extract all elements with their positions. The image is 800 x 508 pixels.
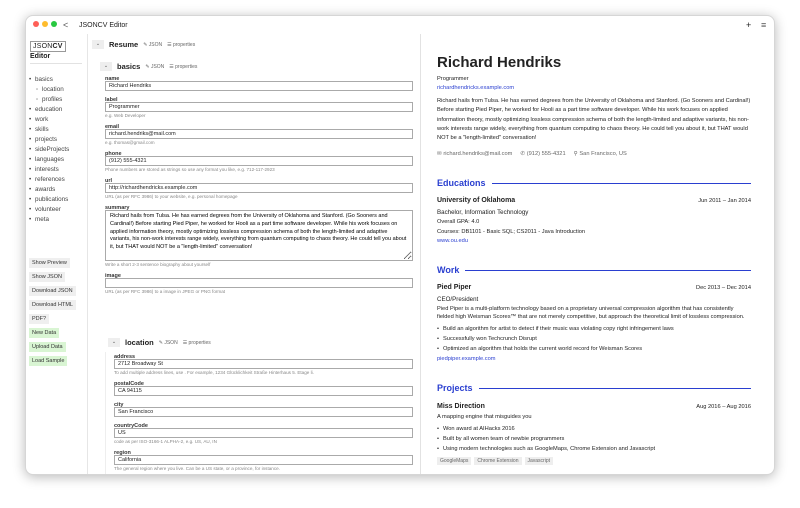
work-link[interactable]: piedpiper.example.com: [437, 356, 496, 363]
sidebar-item-label: references: [35, 176, 65, 183]
sidebar-item-publications[interactable]: [29, 195, 69, 205]
preview-summary: Richard hails from Tulsa. He has earned degrees from the University of Oklahoma and Stanford. (Go Sooners and Cardinal!) Before starting Pied Piper, he worked for Hooli as a part time software developer. While his work focuses on applied information theory, mostly optimizing lossless compression schema of both the length-limited and adaptive variants, his non-work interests range widely, everything from quantum computing to chaos theory. He could tell you about it, but THAT would NOT be a "length-limited" conversation!: [437, 97, 751, 142]
sidebar-item-work[interactable]: [29, 115, 69, 125]
projects-heading: [437, 383, 751, 395]
sidebar-item-projects[interactable]: [29, 135, 69, 145]
contact-phone: [520, 150, 565, 159]
sidebar-item-profiles[interactable]: [29, 95, 69, 105]
project-name: Miss Direction: [437, 402, 485, 410]
heading-text: Work: [437, 264, 460, 275]
preview-name: Richard Hendriks: [437, 54, 562, 71]
bullet-icon: •: [29, 176, 32, 183]
sidebar-item-label: volunteer: [35, 206, 61, 213]
project-description: A mapping engine that misguides you: [437, 413, 532, 420]
download-html-button[interactable]: Download HTML: [29, 300, 76, 310]
sidebar-item-location[interactable]: [29, 85, 69, 95]
phone-text: (912) 555-4321: [526, 150, 566, 157]
collapse-toggle[interactable]: ⌄: [100, 62, 112, 71]
sidebar-item-label: languages: [35, 156, 65, 163]
sidebar-item-label: skills: [35, 126, 49, 133]
menu-icon[interactable]: ≡: [761, 20, 767, 30]
dates: Aug 2016 – Aug 2016: [696, 403, 751, 410]
label-input[interactable]: Programmer: [105, 102, 413, 112]
education-link[interactable]: www.ou.edu: [437, 238, 468, 245]
sidebar-item-interests[interactable]: [29, 165, 69, 175]
preview-website-link[interactable]: richardhendricks.example.com: [437, 85, 515, 92]
heading-text: Projects: [437, 383, 473, 394]
resume-preview: [437, 34, 751, 474]
keyword-tag: GoogleMaps: [437, 457, 471, 465]
zoom-window-button[interactable]: [51, 21, 57, 27]
field-hint: Write a short 2-3 sentence biography about yourself: [105, 262, 211, 267]
mail-icon: ✉: [437, 150, 444, 157]
field-countryCode: [114, 423, 413, 447]
work-summary: Pied Piper is a multi-platform technology based on a proprietary universal compression algorithm that has consistently fielded high Weisman Scores™ that are not merely competitive, but approach the theoretical limit of lossless compression.: [437, 306, 745, 321]
bullet-icon: •: [29, 156, 32, 163]
field-hint: The general region where you live. Can be a US state, or a province, for instance.: [114, 466, 280, 471]
field-hint: Phone numbers are stored as strings so use any format you like, e.g. 712-117-2923: [105, 167, 275, 172]
section-header-resume: [92, 40, 195, 49]
field-phone: [105, 151, 413, 175]
sidebar-item-label: publications: [35, 196, 69, 203]
preview-label: Programmer: [437, 76, 469, 82]
heading-rule: [492, 183, 751, 184]
contact-email: [437, 150, 512, 159]
field-hint: URL (as per RFC 3986) to your website, e.g. personal homepage: [105, 194, 238, 199]
sidebar-item-label: interests: [35, 166, 59, 173]
field-label: label: [105, 97, 118, 103]
work-item-header: [437, 282, 751, 294]
gpa: Overall GPA: 4.0: [437, 219, 480, 226]
sidebar-title: Editor: [30, 53, 51, 60]
field-hint: e.g. thomas@gmail.com: [105, 140, 155, 145]
work-heading: [437, 264, 751, 276]
sidebar-item-volunteer[interactable]: [29, 205, 69, 215]
back-icon[interactable]: <: [63, 20, 69, 30]
minimize-window-button[interactable]: [42, 21, 48, 27]
basics-fields: [105, 76, 413, 300]
collapse-toggle[interactable]: ⌄: [92, 40, 104, 49]
bullet-icon: •: [29, 196, 32, 203]
field-label: image: [105, 273, 121, 279]
address-input[interactable]: 2712 Broadway St: [114, 359, 413, 369]
company: Pied Piper: [437, 284, 472, 292]
field-label: email: [105, 124, 120, 130]
properties-link[interactable]: ☰ properties: [182, 339, 211, 346]
field-hint: e.g. Web Developer: [105, 113, 146, 118]
field-label: countryCode: [114, 423, 148, 429]
bullet-icon: •: [29, 76, 32, 83]
field-label: city: [114, 402, 124, 408]
field-label: region: [114, 450, 131, 456]
field-label: [105, 97, 413, 121]
field-url: [105, 178, 413, 202]
sidebar-item-education[interactable]: [29, 105, 69, 115]
field-label: address: [114, 354, 136, 360]
highlight-item: • Build an algorithm for artist to detect if their music was violating copy right infringement laws: [437, 324, 751, 334]
sidebar-item-label: projects: [35, 136, 58, 143]
sidebar-item-meta[interactable]: [29, 215, 69, 225]
json-link[interactable]: ✎ JSON: [143, 41, 163, 48]
field-city: [114, 402, 413, 417]
sidebar-item-label: work: [35, 116, 49, 123]
field-address: [114, 354, 413, 378]
field-email: [105, 124, 413, 148]
bullet-icon: •: [29, 136, 32, 143]
bullet-icon: •: [29, 186, 32, 193]
field-summary: [105, 205, 413, 270]
json-link[interactable]: ✎ JSON: [158, 339, 178, 346]
educations-heading: [437, 177, 751, 189]
logo-cv: CV: [52, 43, 63, 50]
field-hint: To add multiple address lines, use . For example, 1234 Glücklichkeit Straße Hinterhaus 5. Etage li.: [114, 370, 314, 375]
window-title: JSONCV Editor: [79, 21, 128, 29]
bullet-icon: ◦: [36, 96, 39, 103]
load-sample-button[interactable]: Load Sample: [29, 356, 67, 366]
city-input[interactable]: San Francisco: [114, 407, 413, 417]
region-input[interactable]: California: [114, 455, 413, 465]
json-link[interactable]: ✎ JSON: [145, 63, 165, 70]
bullet-icon: •: [29, 126, 32, 133]
field-label: postalCode: [114, 381, 144, 387]
field-region: [114, 450, 413, 474]
pane-divider[interactable]: [420, 34, 421, 474]
bullet-icon: •: [29, 146, 32, 153]
section-title: basics: [117, 62, 141, 71]
location-text: San Francisco, US: [579, 150, 627, 157]
show-preview-button[interactable]: Show Preview: [29, 258, 70, 268]
highlight-item: • Successfully won Techcrunch Disrupt: [437, 334, 751, 344]
upload-data-button[interactable]: Upload Data: [29, 342, 66, 352]
bullet-icon: •: [29, 216, 32, 223]
highlight-item: • Optimized an algorithm that holds the current world record for Weisman Scores: [437, 344, 751, 354]
section-title: location: [125, 338, 154, 347]
project-highlights: [437, 424, 751, 454]
highlight-item: • Won award at AIHacks 2016: [437, 424, 751, 434]
degree: Bachelor, Information Technology: [437, 209, 529, 217]
new-data-button[interactable]: New Data: [29, 328, 59, 338]
sidebar-item-label: meta: [35, 216, 49, 223]
field-hint: URL (as per RFC 3986) to a image in JPEG or PNG format: [105, 289, 226, 294]
keyword-tag: Javascript: [525, 457, 554, 465]
sidebar-item-basics[interactable]: [29, 75, 69, 85]
highlight-item: • Using modern technologies such as GoogleMaps, Chrome Extension and Javascript: [437, 444, 751, 454]
properties-link[interactable]: ☰ properties: [169, 63, 198, 70]
sidebar-item-label: profiles: [42, 96, 63, 103]
sidebar-item-label: basics: [35, 76, 53, 83]
education-item-header: [437, 195, 751, 207]
sidebar-item-label: awards: [35, 186, 56, 193]
collapse-toggle[interactable]: ⌄: [108, 338, 120, 347]
section-header-location: [108, 338, 211, 347]
work-highlights: [437, 324, 751, 354]
email-input[interactable]: richard.hendriks@mail.com: [105, 129, 413, 139]
heading-rule: [465, 270, 751, 271]
add-icon[interactable]: +: [746, 20, 752, 30]
show-json-button[interactable]: Show JSON: [29, 272, 65, 282]
field-postalCode: [114, 381, 413, 396]
courses: Courses: DB1101 - Basic SQL; CS2011 - Java Introduction: [437, 228, 586, 235]
sidebar-item-languages[interactable]: [29, 155, 69, 165]
section-title: Resume: [109, 40, 139, 49]
sidebar-item-sideProjects[interactable]: [29, 145, 69, 155]
institution: University of Oklahoma: [437, 197, 516, 205]
properties-link[interactable]: ☰ properties: [167, 41, 196, 48]
position: CEO/President: [437, 296, 479, 304]
field-hint: code as per ISO-3166-1 ALPHA-2, e.g. US, AU, IN: [114, 439, 217, 444]
sidebar-item-skills[interactable]: [29, 125, 69, 135]
contact-location: [574, 150, 627, 159]
field-name: [105, 76, 413, 91]
phone-input[interactable]: (912) 555-4321: [105, 156, 413, 166]
close-window-button[interactable]: [33, 21, 39, 27]
divider: [30, 63, 82, 64]
postalCode-input[interactable]: CA 94115: [114, 386, 413, 396]
sidebar-item-label: education: [35, 106, 63, 113]
section-header-basics: [100, 62, 197, 71]
image-input[interactable]: [105, 278, 413, 288]
field-label: name: [105, 76, 120, 82]
sidebar-item-awards[interactable]: [29, 185, 69, 195]
bullet-icon: •: [29, 116, 32, 123]
project-item-header: [437, 401, 751, 413]
countryCode-input[interactable]: US: [114, 428, 413, 438]
field-label: url: [105, 178, 113, 184]
location-pin-icon: ⚲: [573, 150, 580, 157]
dates: Dec 2013 – Dec 2014: [695, 285, 751, 292]
keyword-tag: Chrome Extension: [474, 457, 521, 465]
url-input[interactable]: http://richardhendricks.example.com: [105, 183, 413, 193]
action-buttons: [29, 258, 76, 370]
editor-form: [89, 34, 420, 474]
bullet-icon: ◦: [36, 86, 39, 93]
sidebar-item-references[interactable]: [29, 175, 69, 185]
logo-json: JSON: [33, 43, 53, 50]
bullet-icon: •: [29, 206, 32, 213]
field-label: summary: [105, 205, 130, 211]
sidebar: [26, 34, 88, 474]
bullet-icon: •: [29, 166, 32, 173]
download-json-button[interactable]: Download JSON: [29, 286, 76, 296]
title-bar: [26, 16, 774, 34]
project-keywords: [437, 454, 751, 466]
name-input[interactable]: Richard Hendriks: [105, 81, 413, 91]
email-text: richard.hendriks@mail.com: [443, 150, 513, 157]
section-nav: [29, 75, 69, 225]
field-image: [105, 273, 413, 297]
summary-textarea[interactable]: [105, 210, 413, 261]
field-label: phone: [105, 151, 122, 157]
app-window: [25, 15, 775, 475]
contact-row: [437, 150, 751, 159]
sidebar-item-label: location: [42, 86, 64, 93]
highlight-item: • Built by all women team of newbie programmers: [437, 434, 751, 444]
sidebar-item-label: sideProjects: [35, 146, 70, 153]
logo: [30, 41, 66, 52]
phone-icon: ✆: [520, 150, 527, 157]
pdf-button[interactable]: PDF?: [29, 314, 49, 324]
heading-rule: [479, 388, 751, 389]
bullet-icon: •: [29, 106, 32, 113]
location-fields: [105, 352, 413, 474]
heading-text: Educations: [437, 177, 486, 188]
dates: Jun 2011 – Jan 2014: [698, 198, 751, 205]
